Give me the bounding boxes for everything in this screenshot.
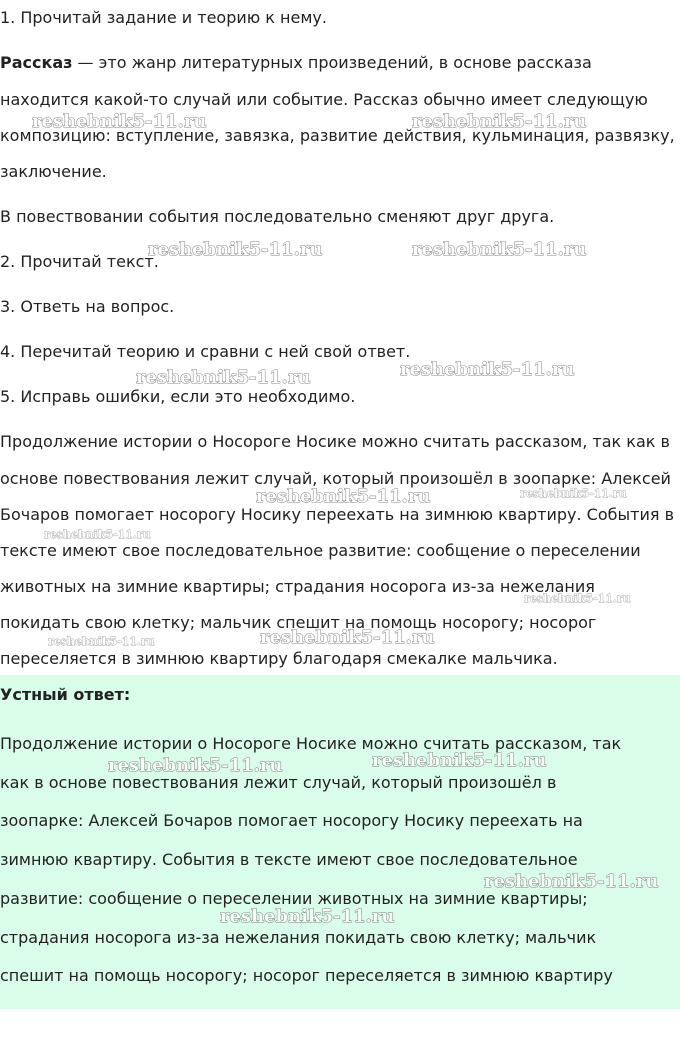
watermark: reshebnik5-11.ru: [148, 239, 323, 260]
oral-answer-box: [0, 675, 680, 1009]
watermark: reshebnik5-11.ru: [32, 111, 207, 132]
answer-line-4: тексте имеют свое последовательное развитие: сообщение о переселении: [0, 541, 641, 560]
watermark: reshebnik5-11.ru: [520, 487, 627, 500]
watermark: reshebnik5-11.ru: [412, 111, 587, 132]
watermark: reshebnik5-11.ru: [412, 239, 587, 260]
watermark: reshebnik5-11.ru: [260, 627, 435, 648]
oral-line-1: Продолжение истории о Носороге Носике можно считать рассказом, так: [0, 734, 622, 753]
answer-line-5: животных на зимние квартиры; страдания носорога из-за нежелания: [0, 577, 595, 596]
oral-line-4: зимнюю квартиру. События в тексте имеют свое последовательное: [0, 850, 578, 869]
oral-line-5: развитие: сообщение о переселении животных на зимние квартиры;: [0, 889, 588, 908]
watermark: reshebnik5-11.ru: [44, 528, 151, 541]
oral-line-6: страдания носорога из-за нежелания покидать свою клетку; мальчик: [0, 928, 597, 947]
oral-line-7: спешит на помощь носорогу; носорог переселяется в зимнюю квартиру: [0, 966, 613, 985]
watermark: reshebnik5-11.ru: [400, 359, 575, 380]
theory-line-1-rest: — это жанр литературных произведений, в основе рассказа: [72, 53, 592, 72]
instruction-4: 4. Перечитай теорию и сравни с ней свой ответ.: [0, 342, 411, 361]
answer-line-2: основе повествования лежит случай, который произошёл в зоопарке: Алексей: [0, 469, 671, 488]
theory-line-2: находится какой-то случай или событие. Рассказ обычно имеет следующую: [0, 90, 648, 109]
watermark: reshebnik5-11.ru: [484, 871, 659, 892]
instruction-3: 3. Ответь на вопрос.: [0, 297, 175, 316]
answer-line-3: Бочаров помогает носорогу Носику переехать на зимнюю квартиру. События в: [0, 505, 674, 524]
theory-line-3: композицию: вступление, завязка, развитие действия, кульминация, развязку,: [0, 126, 675, 145]
watermark: reshebnik5-11.ru: [256, 486, 431, 507]
oral-heading-text: Устный ответ:: [0, 685, 131, 704]
watermark: reshebnik5-11.ru: [524, 592, 631, 605]
oral-answer-heading: [0, 685, 130, 705]
theory-line-5: В повествовании события последовательно сменяют друг друга.: [0, 207, 555, 226]
watermark: reshebnik5-11.ru: [372, 750, 547, 771]
oral-line-3: зоопарке: Алексей Бочаров помогает носорогу Носику переехать на: [0, 811, 583, 830]
theory-line-4: заключение.: [0, 162, 107, 181]
instruction-5: 5. Исправь ошибки, если это необходимо.: [0, 387, 356, 406]
term-story: Рассказ: [0, 53, 73, 72]
watermark: reshebnik5-11.ru: [220, 906, 395, 927]
answer-line-1: Продолжение истории о Носороге Носике можно считать рассказом, так как в: [0, 432, 670, 451]
instruction-1: 1. Прочитай задание и теорию к нему.: [0, 8, 327, 27]
watermark: reshebnik5-11.ru: [48, 635, 155, 648]
watermark: reshebnik5-11.ru: [136, 367, 311, 388]
watermark: reshebnik5-11.ru: [108, 755, 283, 776]
answer-line-6: покидать свою клетку; мальчик спешит на помощь носорогу; носорог: [0, 613, 597, 632]
answer-line-7: переселяется в зимнюю квартиру благодаря смекалке мальчика.: [0, 649, 558, 668]
oral-line-2: как в основе повествования лежит случай, который произошёл в: [0, 773, 557, 792]
instruction-2: 2. Прочитай текст.: [0, 252, 159, 271]
theory-line-1: [0, 53, 592, 73]
